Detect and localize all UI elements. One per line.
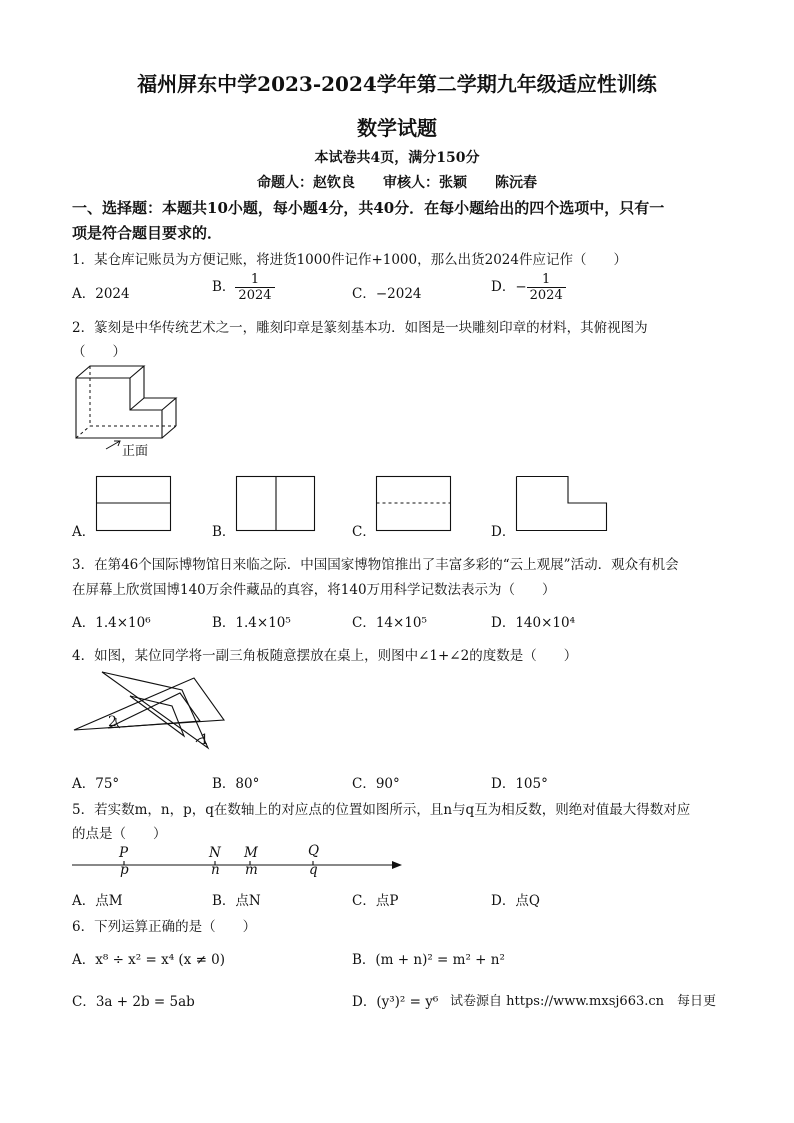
q5-point-m-upper: M — [244, 845, 258, 861]
q5-option-b: B．点N — [212, 893, 261, 909]
q1-d-denominator: 2024 — [529, 288, 563, 303]
q6-watermark: 试卷源自 https://www.mxsj663.cn 每日更 — [450, 994, 717, 1009]
q3-stem-line2: 在屏幕上欣赏国博140万余件藏品的真容，将140万用科学记数法表示为（ ） — [72, 582, 556, 598]
q1-option-b — [212, 272, 275, 303]
q2-stem-line1: 2．篆刻是中华传统艺术之一，雕刻印章是篆刻基本功．如图是一块雕刻印章的材料，其俯视图为 — [72, 320, 648, 336]
q1-option-c: C．−2024 — [352, 286, 422, 302]
q1-option-b-fraction — [235, 272, 274, 303]
q5-option-c: C．点P — [352, 893, 399, 909]
q5-point-q-upper: Q — [308, 843, 320, 859]
q1-option-d-fraction — [527, 272, 566, 303]
q2-stem-line2: （ ） — [72, 344, 126, 360]
q1-option-d — [491, 272, 566, 303]
q1-b-denominator: 2024 — [238, 288, 272, 303]
q1-option-b-label: B． — [212, 279, 236, 295]
q6-option-b: B．(m + n)² = m² + n² — [352, 952, 505, 968]
authors-line: 命题人：赵钦良 审核人：张颖 陈沅春 — [257, 175, 537, 191]
q2-option-d-figure — [516, 476, 608, 532]
q5-point-q-lower: q — [309, 862, 318, 878]
q4-option-b: B．80° — [212, 776, 260, 792]
q1-option-d-label: D．− — [491, 279, 527, 295]
q4-option-d: D．105° — [491, 776, 548, 792]
q6-option-c: C．3a + 2b = 5ab — [72, 994, 195, 1010]
q2-option-b: B． — [212, 524, 236, 540]
q5-stem-line2: 的点是（ ） — [72, 826, 167, 842]
q1-option-a: A．2024 — [72, 286, 130, 302]
q6-option-d: D．(y³)² = y⁶ — [352, 994, 439, 1010]
q6-stem: 6．下列运算正确的是（ ） — [72, 919, 257, 935]
q3-option-a: A．1.4×10⁶ — [72, 615, 151, 631]
q5-point-p-lower: p — [120, 862, 129, 878]
q2-option-a-figure — [96, 476, 172, 532]
q1-stem: 1．某仓库记账员为方便记账，将进货1000件记作+1000，那么出货2024件应记作（ ） — [72, 252, 627, 268]
q5-stem-line1: 5．若实数m，n，p，q在数轴上的对应点的位置如图所示，且n与q互为相反数，则绝对值最大得数对应 — [72, 802, 691, 818]
q5-point-m-lower: m — [245, 862, 258, 878]
q4-stem: 4．如图，某位同学将一副三角板随意摆放在桌上，则图中∠1+∠2的度数是（ ） — [72, 648, 578, 664]
q5-point-n-lower: n — [211, 862, 220, 878]
q4-option-a: A．75° — [72, 776, 120, 792]
q3-option-c: C．14×10⁵ — [352, 615, 427, 631]
q3-stem-line1: 3．在第46个国际博物馆日来临之际．中国国家博物馆推出了丰富多彩的“云上观展”活动．观众有机会 — [72, 557, 679, 573]
q2-option-d: D． — [491, 524, 516, 540]
q4-angle-1-label: 1 — [200, 732, 209, 748]
q5-point-n-upper: N — [209, 845, 221, 861]
q2-option-c: C． — [352, 524, 376, 540]
pages-info: 本试卷共4页，满分150分 — [314, 150, 480, 166]
exam-title: 福州屏东中学2023-2024学年第二学期九年级适应性训练 — [137, 72, 657, 96]
q4-option-c: C．90° — [352, 776, 400, 792]
q1-d-numerator: 1 — [527, 272, 566, 288]
q3-option-d: D．140×10⁴ — [491, 615, 575, 631]
q3-option-b: B．1.4×10⁵ — [212, 615, 291, 631]
q1-b-numerator: 1 — [235, 272, 274, 288]
subject-title: 数学试题 — [357, 116, 437, 140]
q4-angle-2-label: 2 — [108, 714, 117, 730]
q2-front-label: 正面 — [122, 443, 149, 458]
section-heading-line2: 项是符合题目要求的． — [72, 224, 223, 242]
q2-option-c-figure — [376, 476, 452, 532]
q5-option-d: D．点Q — [491, 893, 540, 909]
q5-option-a: A．点M — [72, 893, 123, 909]
q5-point-p-upper: P — [119, 845, 129, 861]
section-heading-line1: 一、选择题：本题共10小题，每小题4分，共40分．在每小题给出的四个选项中，只有一 — [72, 199, 665, 217]
q2-option-b-figure — [236, 476, 316, 532]
q6-option-a: A．x⁸ ÷ x² = x⁴ (x ≠ 0) — [72, 952, 226, 968]
q2-option-a: A． — [72, 524, 96, 540]
